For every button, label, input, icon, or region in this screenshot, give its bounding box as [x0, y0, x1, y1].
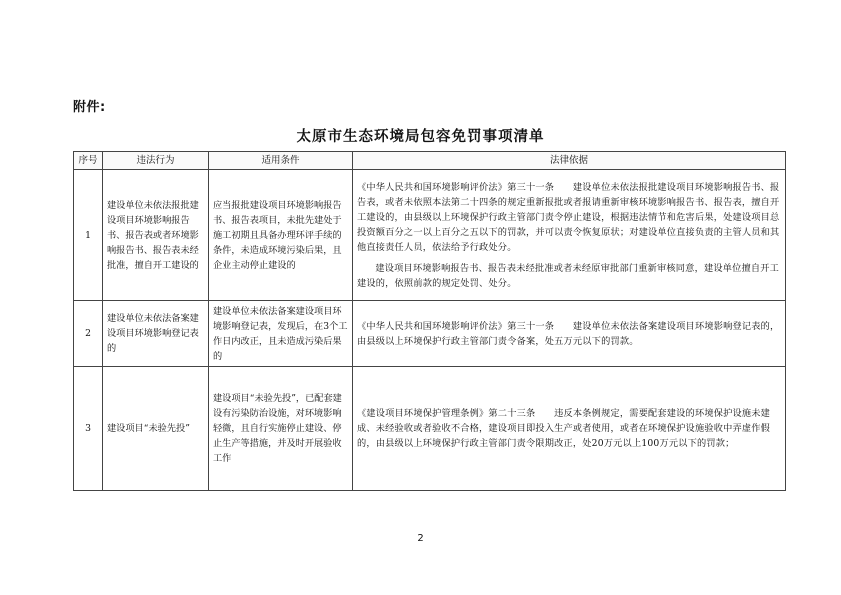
legal-basis-paragraph: 《中华人民共和国环境影响评价法》第三十一条 建设单位未依法备案建设项目环境影响登记表的，由县级以上环境保护行政主管部门责令备案，处五万元以下的罚款。: [357, 320, 780, 347]
header-seq: 序号: [74, 152, 103, 170]
legal-basis-paragraph: 《中华人民共和国环境影响评价法》第三十一条 建设单位未依法报批建设项目环境影响报告书、报告表，或者未依照本法第二十四条的规定重新报批或者报请重新审核环境影响报告书、报告表，擅自开工建设的，由县级以上环境保护行政主管部门责令停止建设，根据违法情节和危害后果，处建设项目总投资额百分之一以上百分之五以下的罚款，并可以责令恢复原状；对建设单位直接负责的主管人员和其他直接责任人员，依法给予行政处分。: [357, 181, 780, 253]
row-violation: 建设单位未依法报批建设项目环境影响报告书、报告表或者环境影响报告书、报告表未经批准，擅自开工建设的: [103, 170, 209, 301]
table-row: [74, 170, 786, 301]
row-seq: 2: [74, 301, 103, 367]
row-violation: 建设单位未依法备案建设项目环境影响登记表的: [103, 301, 209, 367]
header-condition: 适用条件: [209, 152, 353, 170]
table-row: [74, 367, 786, 491]
row-condition: 建设单位未依法备案建设项目环境影响登记表，发现后，在3个工作日内改正，且未造成污染后果的: [209, 301, 353, 367]
page-number: 2: [417, 533, 424, 544]
table-row: [74, 301, 786, 367]
legal-basis-paragraph: 《建设项目环境保护管理条例》第二十三条 违反本条例规定，需要配套建设的环境保护设施未建成、未经验收或者验收不合格，建设项目即投入生产或者使用，或者在环境保护设施验收中弄虚作假的，由县级以上环境保护行政主管部门责令限期改正，处20万元以上100万元以下的罚款；: [357, 408, 771, 449]
row-legal-basis: [353, 367, 786, 491]
header-violation: 违法行为: [103, 152, 209, 170]
row-legal-basis: [353, 301, 786, 367]
attachment-label: 附件:: [73, 100, 106, 115]
row-legal-basis: [353, 170, 786, 301]
row-seq: 1: [74, 170, 103, 301]
row-condition: 应当报批建设项目环境影响报告书、报告表项目，未批先建处于施工初期且具备办理环评手续的条件，未造成环境污染后果，且企业主动停止建设的: [209, 170, 353, 301]
legal-basis-paragraph: 建设项目环境影响报告书、报告表未经批准或者未经原审批部门重新审核同意，建设单位擅自开工建设的，依照前款的规定处罚、处分。: [357, 262, 780, 289]
penalty-exemption-table: [73, 151, 786, 491]
row-violation: 建设项目“未验先投”: [103, 367, 209, 491]
row-condition: 建设项目“未验先投”，已配套建设有污染防治设施，对环境影响轻微，且自行实施停止建设、停止生产等措施，并及时开展验收工作: [209, 367, 353, 491]
document-title: 太原市生态环境局包容免罚事项清单: [296, 128, 545, 145]
row-seq: 3: [74, 367, 103, 491]
header-legal-basis: 法律依据: [353, 152, 786, 170]
table-header-row: [74, 152, 786, 170]
